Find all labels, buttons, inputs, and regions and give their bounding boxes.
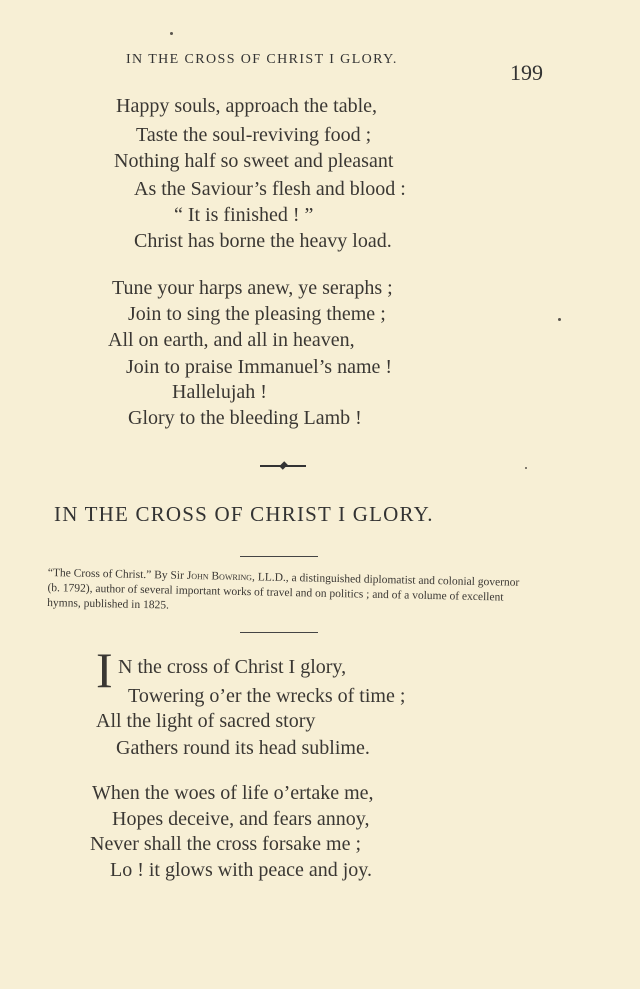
verse-line: Join to praise Immanuel’s name ! bbox=[126, 356, 393, 378]
running-head: IN THE CROSS OF CHRIST I GLORY. bbox=[126, 52, 398, 67]
verse-line: Nothing half so sweet and pleasant bbox=[114, 150, 394, 172]
paper-speck bbox=[525, 467, 527, 469]
verse-line: As the Saviour’s flesh and blood : bbox=[134, 178, 406, 200]
verse-line: When the woes of life o’ertake me, bbox=[92, 782, 374, 804]
verse-line: All the light of sacred story bbox=[96, 710, 316, 732]
paper-speck bbox=[558, 318, 561, 321]
verse-line: Taste the soul-reviving food ; bbox=[136, 124, 372, 146]
drop-cap: I bbox=[96, 642, 113, 698]
verse-line: N the cross of Christ I glory, bbox=[118, 656, 347, 678]
divider-rule bbox=[240, 632, 318, 633]
hymn-source-note bbox=[47, 566, 528, 621]
verse-line: Hallelujah ! bbox=[172, 381, 267, 403]
verse-line: Glory to the bleeding Lamb ! bbox=[128, 407, 362, 429]
verse-line: Happy souls, approach the table, bbox=[116, 95, 378, 117]
verse-line: Tune your harps anew, ye seraphs ; bbox=[112, 277, 393, 299]
note-author: John Bowring bbox=[186, 569, 253, 584]
verse-line: Lo ! it glows with peace and joy. bbox=[110, 859, 372, 881]
verse-line: Gathers round its head sublime. bbox=[116, 737, 370, 759]
verse-line: Christ has borne the heavy load. bbox=[134, 230, 392, 252]
hymn-title: IN THE CROSS OF CHRIST I GLORY. bbox=[54, 502, 434, 526]
section-ornament bbox=[260, 460, 306, 472]
verse-line: “ It is finished ! ” bbox=[174, 204, 314, 226]
note-text: , LL.D., a distinguished diplomatist and colonial governor (b. 1792), author of several important works of travel and on politics ; and of a volume of excellent hymns, published in 1825. bbox=[47, 571, 520, 612]
note-text: “The Cross of Christ.” By Sir bbox=[47, 566, 187, 582]
verse-line: Join to sing the pleasing theme ; bbox=[128, 303, 386, 325]
divider-rule bbox=[240, 556, 318, 557]
verse-line: All on earth, and all in heaven, bbox=[108, 329, 355, 351]
page-number: 199 bbox=[510, 60, 543, 85]
verse-line: Hopes deceive, and fears annoy, bbox=[112, 808, 370, 830]
verse-line: Towering o’er the wrecks of time ; bbox=[128, 685, 406, 707]
paper-speck bbox=[170, 32, 173, 35]
verse-line: Never shall the cross forsake me ; bbox=[90, 833, 362, 855]
